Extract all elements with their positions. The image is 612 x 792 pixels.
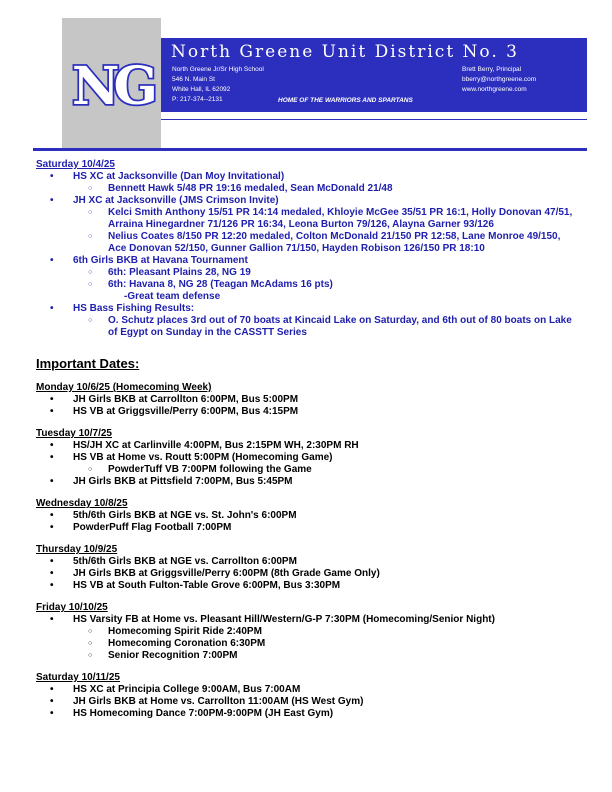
- phone: P: 217-374--2131: [172, 96, 223, 103]
- event-item: • HS VB at Griggsville/Perry 6:00PM, Bus 4:15PM: [36, 406, 581, 418]
- event-item: • JH Girls BKB at Carrollton 6:00PM, Bus 5:00PM: [36, 394, 581, 406]
- event-item: • JH Girls BKB at Griggsville/Perry 6:00PM (8th Grade Game Only): [36, 568, 581, 580]
- result-detail: ○ 6th: Pleasant Plains 28, NG 19: [36, 267, 581, 279]
- important-dates-title: Important Dates:: [36, 356, 140, 371]
- event-item: • HS Varsity FB at Home vs. Pleasant Hill/Western/G-P 7:30PM (Homecoming/Senior Night): [36, 614, 581, 626]
- results-date: Saturday 10/4/25: [36, 159, 115, 170]
- event-item: • JH Girls BKB at Pittsfield 7:00PM, Bus 5:45PM: [36, 476, 581, 488]
- result-detail: ○ O. Schutz places 3rd out of 70 boats at Kincaid Lake on Saturday, and 6th out of 80 boats on Lake of Egypt on Sunday in the CASSTT Series: [36, 315, 581, 339]
- important-dates-list: [36, 382, 581, 720]
- principal-contact: [462, 65, 536, 95]
- result-item: • HS XC at Jacksonville (Dan Moy Invitational): [36, 171, 581, 183]
- day-date: Monday 10/6/25 (Homecoming Week): [36, 382, 212, 393]
- day-date: Thursday 10/9/25: [36, 544, 118, 555]
- district-name: North Greene Unit District No. 3: [171, 42, 519, 62]
- event-item: • JH Girls BKB at Home vs. Carrollton 11:00AM (HS West Gym): [36, 696, 581, 708]
- event-item: • HS/JH XC at Carlinville 4:00PM, Bus 2:15PM WH, 2:30PM RH: [36, 440, 581, 452]
- logo-letters: NG: [72, 56, 152, 117]
- header-rule-thick: [33, 148, 587, 151]
- day-date: Saturday 10/11/25: [36, 672, 120, 683]
- address-street: 546 N. Main St: [172, 76, 215, 83]
- event-item: • HS XC at Principia College 9:00AM, Bus 7:00AM: [36, 684, 581, 696]
- letterhead: [0, 0, 612, 150]
- event-subitem: ○ Homecoming Coronation 6:30PM: [36, 638, 581, 650]
- event-item: • HS VB at South Fulton-Table Grove 6:00PM, Bus 3:30PM: [36, 580, 581, 592]
- day-group: [36, 382, 581, 418]
- school-contact: [172, 65, 264, 105]
- motto: HOME OF THE WARRIORS AND SPARTANS: [278, 97, 413, 104]
- day-date: Tuesday 10/7/25: [36, 428, 112, 439]
- ng-logo: [66, 54, 158, 120]
- results-section: [36, 159, 581, 339]
- day-date: Friday 10/10/25: [36, 602, 108, 613]
- day-group: [36, 498, 581, 534]
- principal-name: Brett Berry, Principal: [462, 66, 522, 73]
- result-detail: ○ Bennett Hawk 5/48 PR 19:16 medaled, Sean McDonald 21/48: [36, 183, 581, 195]
- event-item: • 5th/6th Girls BKB at NGE vs. St. John's 6:00PM: [36, 510, 581, 522]
- result-item: • 6th Girls BKB at Havana Tournament: [36, 255, 581, 267]
- day-group: [36, 672, 581, 720]
- day-date: Wednesday 10/8/25: [36, 498, 128, 509]
- header-rule-thin: [161, 119, 587, 120]
- principal-email[interactable]: bberry@northgreene.com: [462, 76, 537, 83]
- event-item: • 5th/6th Girls BKB at NGE vs. Carrollton 6:00PM: [36, 556, 581, 568]
- day-group: [36, 544, 581, 592]
- result-detail: ○ 6th: Havana 8, NG 28 (Teagan McAdams 16 pts): [36, 279, 581, 291]
- event-subitem: ○ PowderTuff VB 7:00PM following the Game: [36, 464, 581, 476]
- event-item: • PowderPuff Flag Football 7:00PM: [36, 522, 581, 534]
- address-city: White Hall, IL 62092: [172, 86, 231, 93]
- school-name: North Greene Jr/Sr High School: [172, 66, 264, 73]
- day-group: [36, 602, 581, 662]
- event-item: • HS VB at Home vs. Routt 5:00PM (Homecoming Game): [36, 452, 581, 464]
- result-item: • JH XC at Jacksonville (JMS Crimson Invite): [36, 195, 581, 207]
- bulletin-content: [36, 159, 581, 730]
- result-detail: ○ Kelci Smith Anthony 15/51 PR 14:14 medaled, Khloyie McGee 35/51 PR 16:1, Holly Donovan 47/51, Arraina Hinegardner 71/126 PR 16:34, Leona Burton 79/126, Alayna Garner 93/126: [36, 207, 581, 231]
- event-subitem: ○ Senior Recognition 7:00PM: [36, 650, 581, 662]
- result-note: -Great team defense: [124, 291, 221, 302]
- result-detail: ○ Nelius Coates 8/150 PR 12:20 medaled, Colton McDonald 21/150 PR 12:58, Lane Monroe 49/150, Ace Donovan 52/150, Gunner Gallion 71/150, Hayden Robison 126/150 PR 18:10: [36, 231, 581, 255]
- event-subitem: ○ Homecoming Spirit Ride 2:40PM: [36, 626, 581, 638]
- day-group: [36, 428, 581, 488]
- school-website[interactable]: www.northgreene.com: [462, 86, 527, 93]
- event-item: • HS Homecoming Dance 7:00PM-9:00PM (JH East Gym): [36, 708, 581, 720]
- result-item: • HS Bass Fishing Results:: [36, 303, 581, 315]
